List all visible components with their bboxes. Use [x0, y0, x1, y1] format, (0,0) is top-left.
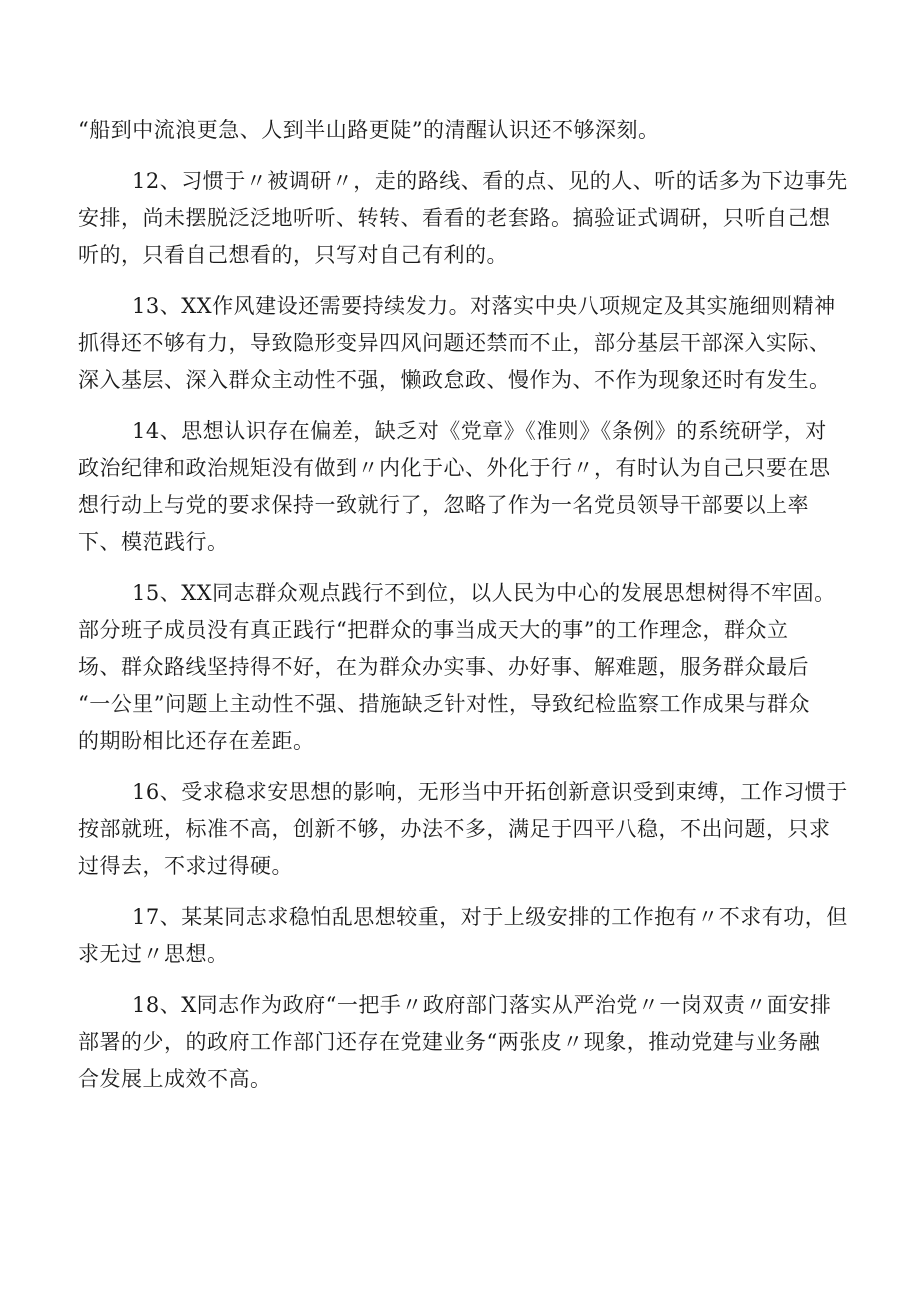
text-line: 的期盼相比还存在差距。 [78, 729, 315, 753]
text-line: 安排，尚未摆脱泛泛地听听、转转、看看的老套路。搞验证式调研，只听自己想 [78, 206, 831, 230]
text-line: 18、X同志作为政府“一把手〃政府部门落实从严治党〃一岗双责〃面安排 [132, 993, 832, 1017]
text-line: 过得去，不求过得硬。 [78, 854, 293, 878]
paragraph-18 [78, 987, 848, 1098]
text-line: 求无过〃思想。 [78, 942, 229, 966]
text-line: 12、习惯于〃被调研〃，走的路线、看的点、见的人、听的话多为下边事先 [132, 169, 848, 193]
paragraph-16 [78, 774, 848, 885]
paragraph-13 [78, 288, 848, 399]
paragraph-11-tail [78, 112, 848, 149]
paragraph-14 [78, 413, 848, 561]
text-line: 场、群众路线坚持得不好，在为群众办实事、办好事、解难题，服务群众最后 [78, 655, 809, 679]
text-line: 14、思想认识存在偏差，缺乏对《党章》《准则》《条例》的系统研学，对 [132, 419, 827, 443]
text-line: “一公里”问题上主动性不强、措施缺乏针对性，导致纪检监察工作成果与群众 [78, 692, 810, 716]
text-line: 深入基层、深入群众主动性不强，懒政怠政、慢作为、不作为现象还时有发生。 [78, 368, 831, 392]
text-line: 15、XX同志群众观点践行不到位，以人民为中心的发展思想树得不牢固。 [132, 581, 836, 605]
text-line: 按部就班，标准不高，创新不够，办法不多，满足于四平八稳，不出问题，只求 [78, 817, 831, 841]
text-line: 听的，只看自己想看的，只写对自己有利的。 [78, 243, 508, 267]
paragraph-12 [78, 163, 848, 274]
text-line: 合发展上成效不高。 [78, 1067, 272, 1091]
document-body [78, 112, 848, 1098]
text-line: 想行动上与党的要求保持一致就行了，忽略了作为一名党员领导干部要以上率 [78, 493, 809, 517]
text-line: 17、某某同志求稳怕乱思想较重，对于上级安排的工作抱有〃不求有功，但 [132, 905, 848, 929]
text-line: 抓得还不够有力，导致隐形变异四风问题还禁而不止，部分基层干部深入实际、 [78, 331, 831, 355]
paragraph-15 [78, 575, 848, 760]
text-line: 政治纪律和政治规矩没有做到〃内化于心、外化于行〃，有时认为自己只要在思 [78, 456, 831, 480]
text-line: 13、XX作风建设还需要持续发力。对落实中央八项规定及其实施细则精神 [132, 294, 836, 318]
text-line: “船到中流浪更急、人到半山路更陡”的清醒认识还不够深刻。 [78, 118, 660, 142]
text-line: 16、受求稳求安思想的影响，无形当中开拓创新意识受到束缚，工作习惯于 [132, 780, 848, 804]
paragraph-17 [78, 899, 848, 973]
text-line: 下、模范践行。 [78, 530, 229, 554]
text-line: 部分班子成员没有真正践行“把群众的事当成天大的事”的工作理念，群众立 [78, 618, 789, 642]
text-line: 部署的少，的政府工作部门还存在党建业务“两张皮〃现象，推动党建与业务融 [78, 1030, 821, 1054]
